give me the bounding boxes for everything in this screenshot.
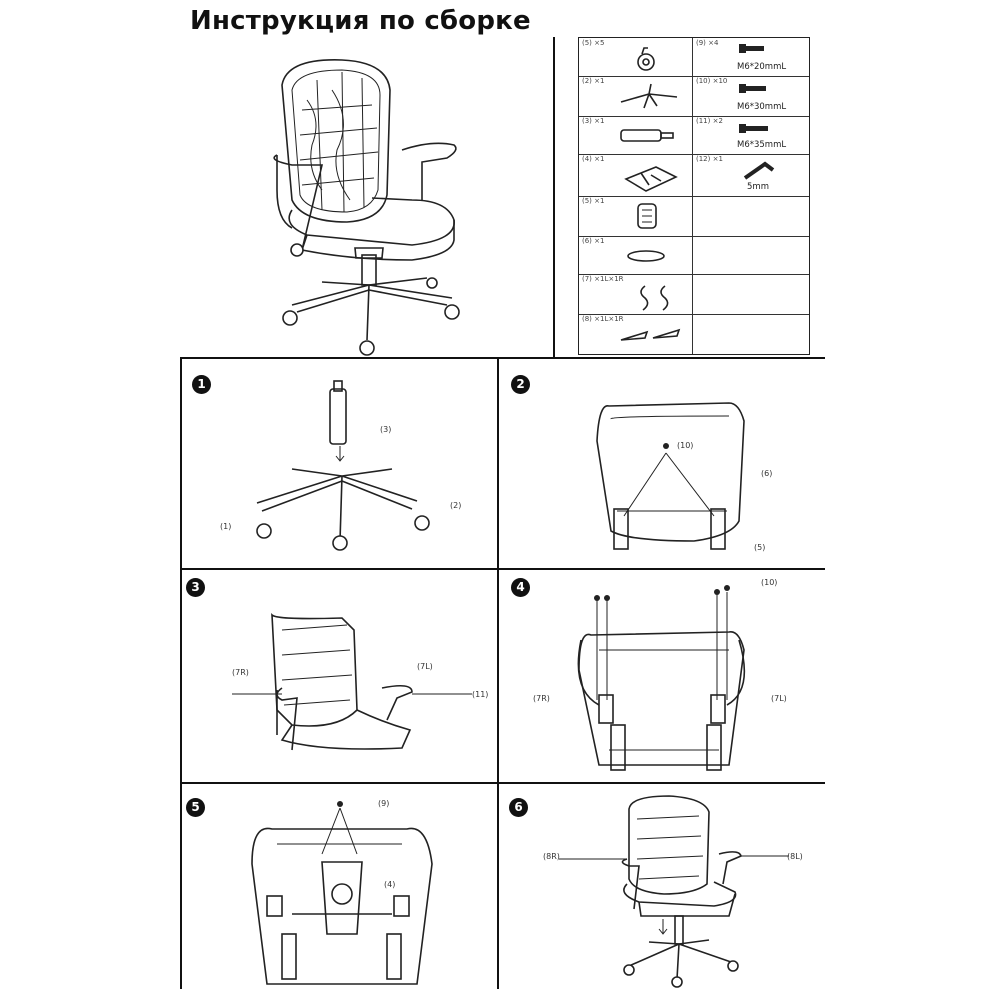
step-4-panel <box>499 570 825 782</box>
part-quantity: (12) ×1 <box>696 155 723 163</box>
part-quantity: (11) ×2 <box>696 117 723 125</box>
label-cylinder: (3) <box>380 425 392 434</box>
step-number: 6 <box>509 798 528 817</box>
part-cell <box>693 76 809 116</box>
parts-row <box>579 314 809 354</box>
step-6-diagram <box>499 784 825 989</box>
step-number: 5 <box>186 798 205 817</box>
part-cell <box>579 116 693 154</box>
part-quantity: (7) ×1L×1R <box>582 275 624 283</box>
parts-row <box>579 236 809 275</box>
part-cell <box>693 196 809 236</box>
star-base-icon <box>619 82 679 112</box>
part-cell <box>579 38 693 76</box>
backrest-icon <box>634 202 664 232</box>
label-pad-left: (8L) <box>787 852 803 861</box>
parts-row <box>579 154 809 197</box>
part-cell <box>579 76 693 116</box>
part-cell <box>693 236 809 274</box>
armpad-icon <box>617 326 687 346</box>
label-arm-right: (7R) <box>232 668 249 677</box>
step-2-panel <box>499 361 825 568</box>
part-cell <box>693 274 809 314</box>
step-6-panel <box>499 784 825 989</box>
step-5-panel <box>182 784 497 989</box>
step-number: 4 <box>511 578 530 597</box>
step-2-diagram <box>499 361 825 568</box>
part-cell <box>693 38 809 76</box>
step-4-diagram <box>499 570 825 782</box>
label-base: (2) <box>450 501 462 510</box>
parts-row <box>579 76 809 117</box>
assembled-chair-illustration <box>262 50 482 365</box>
step-3-panel <box>182 570 497 782</box>
step-number: 1 <box>192 375 211 394</box>
chair-icon <box>262 50 482 365</box>
frame-divider-horizontal <box>180 357 825 359</box>
part-spec: M6*20mmL <box>737 62 787 72</box>
caster-wheel-icon <box>634 44 664 74</box>
part-quantity: (5) ×1 <box>582 197 605 205</box>
part-spec: M6*35mmL <box>737 140 787 150</box>
label-bolt: (11) <box>472 690 489 699</box>
label-seat: (6) <box>761 469 773 478</box>
part-cell <box>693 154 809 196</box>
label-pad-right: (8R) <box>543 852 560 861</box>
part-quantity: (9) ×4 <box>696 39 719 47</box>
parts-row <box>579 38 809 77</box>
label-bolt: (10) <box>761 578 778 587</box>
label-arm-left: (7L) <box>771 694 787 703</box>
part-cell <box>579 274 693 314</box>
step-1-panel <box>182 361 497 568</box>
parts-row <box>579 274 809 315</box>
part-quantity: (2) ×1 <box>582 77 605 85</box>
bolt-icon <box>739 122 769 136</box>
label-bolt: (10) <box>677 441 694 450</box>
bolt-icon <box>739 42 769 56</box>
part-quantity: (3) ×1 <box>582 117 605 125</box>
part-cell <box>579 196 693 236</box>
step-number: 2 <box>511 375 530 394</box>
parts-row <box>579 196 809 237</box>
gas-cylinder-icon <box>619 126 679 146</box>
label-arm-right: (7R) <box>533 694 550 703</box>
armrest-icon <box>637 282 687 312</box>
step-5-diagram <box>182 784 497 989</box>
parts-row <box>579 116 809 155</box>
part-quantity: (6) ×1 <box>582 237 605 245</box>
seat-icon <box>624 248 674 268</box>
label-wheel: (1) <box>220 522 232 531</box>
frame-divider-vertical <box>553 37 555 359</box>
mechanism-plate-icon <box>621 159 681 193</box>
part-spec: 5mm <box>747 182 769 192</box>
allen-key-icon <box>743 160 783 184</box>
part-cell <box>579 154 693 196</box>
part-cell <box>693 116 809 154</box>
step-1-diagram <box>182 361 497 568</box>
label-back: (5) <box>754 543 766 552</box>
bolt-icon <box>739 82 769 96</box>
label-arm-left: (7L) <box>417 662 433 671</box>
part-spec: M6*30mmL <box>737 102 787 112</box>
parts-list-table <box>578 37 810 355</box>
label-bolt: (9) <box>378 799 390 808</box>
part-cell <box>579 236 693 274</box>
step-3-diagram <box>182 570 497 782</box>
part-quantity: (4) ×1 <box>582 155 605 163</box>
step-number: 3 <box>186 578 205 597</box>
page-title: Инструкция по сборке <box>190 6 531 36</box>
label-mechanism: (4) <box>384 880 396 889</box>
part-quantity: (8) ×1L×1R <box>582 315 624 323</box>
part-quantity: (5) ×5 <box>582 39 605 47</box>
part-quantity: (10) ×10 <box>696 77 728 85</box>
part-cell <box>693 314 809 354</box>
part-cell <box>579 314 693 354</box>
